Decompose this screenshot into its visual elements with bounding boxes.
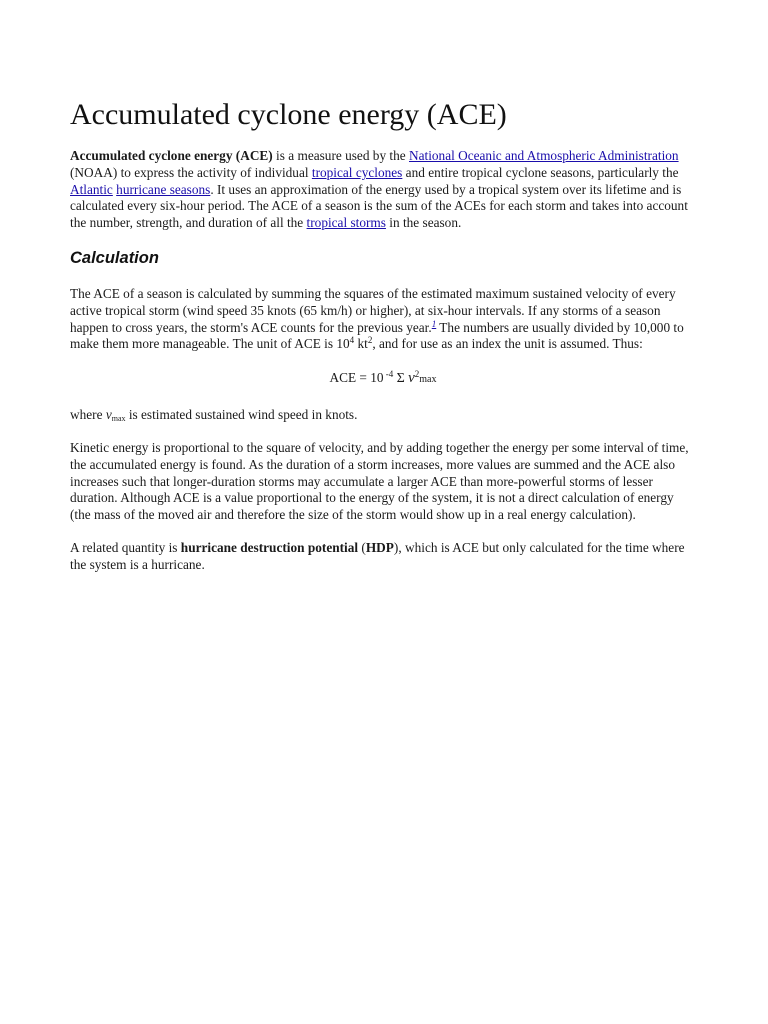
intro-text-5: . It uses an approximation of the energy used by a tropical system over its lifetime and is calculated every six-hour period. The ACE of a season is the sum of the ACEs for each storm and takes into account the number, strength, and duration of all the — [70, 181, 688, 231]
hdp-text-2: ( — [358, 539, 366, 555]
intro-paragraph — [70, 148, 696, 232]
hdp-abbrev: HDP — [365, 539, 394, 555]
formula-subscript: max — [419, 374, 437, 386]
exponent-4: 4 — [349, 335, 355, 346]
intro-text-2: (NOAA) to express the activity of individual — [70, 164, 312, 180]
bold-term: Accumulated cyclone energy (ACE) — [70, 148, 273, 163]
calculation-paragraph — [70, 286, 696, 353]
footnote-link[interactable]: 1 — [431, 318, 437, 329]
link-noaa[interactable]: National Oceanic and Atmospheric Administration — [409, 148, 679, 163]
page-title: Accumulated cyclone energy (ACE) — [70, 98, 507, 131]
exponent-2: 2 — [367, 335, 373, 346]
calc-text-2: The numbers are usually divided by 10,000 to make them more manageable. The unit of ACE is 10 — [70, 319, 684, 352]
where-paragraph — [70, 407, 696, 424]
link-hurricane-seasons[interactable]: hurricane seasons — [116, 181, 211, 197]
hdp-paragraph — [70, 540, 696, 574]
intro-text-1: is a measure used by the — [272, 148, 409, 163]
where-text-1: where — [70, 407, 106, 423]
formula-variable-exponent: 2 — [414, 369, 420, 380]
hdp-text-3: ), which is ACE but only calculated for the time where the system is a hurricane. — [70, 539, 685, 572]
intro-text-6: in the season. — [385, 215, 462, 231]
calc-text-1: The ACE of a season is calculated by summing the squares of the estimated maximum sustained velocity of every active tropical storm (wind speed 35 knots (65 km/h) or higher), at six-hour intervals. If any storms of a season happen to cross years, the storm's ACE counts for the previous year. — [70, 285, 676, 335]
intro-text-3: and entire tropical cyclone seasons, particularly the — [402, 164, 679, 180]
sigma-symbol: Σ — [396, 371, 405, 387]
link-tropical-storms[interactable]: tropical storms — [306, 215, 386, 231]
hdp-text-1: A related quantity is — [70, 539, 181, 555]
calc-text-3: kt — [354, 336, 368, 352]
vmax-subscript: max — [111, 414, 126, 424]
link-tropical-cyclones[interactable]: tropical cyclones — [311, 164, 403, 180]
kinetic-energy-paragraph: Kinetic energy is proportional to the square of velocity, and by adding together the energy per some interval of time, the accumulated energy is found. As the duration of a storm increases, more values are summed and the ACE also increases such that longer-duration storms may accumulate a larger ACE than more-powerful storms of lesser duration. Although ACE is a value proportional to the energy of the system, it is not a direct calculation of energy (the mass of the moved air and therefore the size of the storm would show up in a real energy calculation). — [70, 439, 689, 523]
vmax-variable: v — [105, 407, 112, 423]
ace-formula — [70, 369, 696, 389]
link-atlantic[interactable]: Atlantic — [70, 181, 113, 197]
article — [70, 96, 696, 590]
formula-exponent: -4 — [383, 369, 394, 380]
hdp-bold-term: hurricane destruction potential — [180, 539, 359, 555]
formula-variable: v — [408, 370, 415, 387]
section-heading-calculation: Calculation — [70, 248, 159, 267]
where-text-2: is estimated sustained wind speed in knots. — [125, 407, 358, 423]
calc-text-4: , and for use as an index the unit is assumed. Thus: — [372, 336, 643, 352]
formula-lhs: ACE = 10 — [329, 370, 384, 386]
